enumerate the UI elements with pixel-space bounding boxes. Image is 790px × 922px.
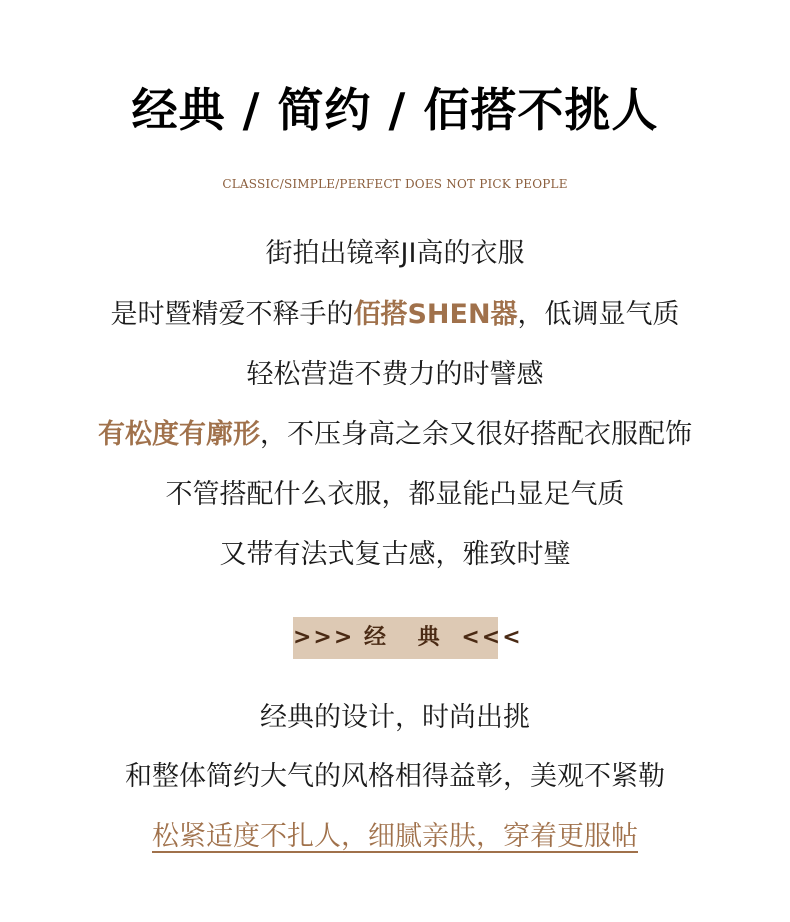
intro-line-5: 不管搭配什么衣服，都显能凸显足气质 [165, 479, 625, 510]
intro-line-2-text: 是时暨精爱不释手的 [110, 299, 354, 330]
intro-line-4 [0, 415, 790, 455]
badge-prefix: >>> [293, 625, 355, 650]
classic-line-2: 和整体简约大气的风格相得益彰，美观不紧勒 [125, 761, 665, 792]
classic-line-1: 经典的设计，时尚出挑 [260, 702, 530, 733]
page-title: 经典 / 简约 / 佰搭不挑人 [131, 83, 659, 137]
intro-line-1: 街拍出镜率JI高的衣服 [265, 238, 525, 269]
intro-line-6: 又带有法式复古感，雅致时璧 [219, 539, 571, 570]
intro-line-3: 轻松营造不费力的时譬感 [246, 359, 544, 390]
page-subtitle: CLASSIC/SIMPLE/PERFECT DOES NOT PICK PEOPLE [222, 177, 568, 191]
classic-line-3 [0, 817, 790, 857]
intro-line-4-tail: ，不压身高之余又很好搭配衣服配饰 [260, 419, 692, 450]
badge-label: 经 典 [363, 625, 452, 650]
intro-line-2-tail: ，低调显气质 [517, 299, 680, 330]
section-badge-classic [293, 617, 523, 659]
badge-suffix: <<< [461, 625, 523, 650]
intro-line-2-highlight: 佰搭SHEN器 [353, 299, 518, 330]
intro-line-2 [0, 295, 790, 335]
classic-line-3-text: 松紧适度不扎人，细腻亲肤，穿着更服帖 [152, 821, 638, 852]
intro-line-4-highlight: 有松度有廓形 [98, 419, 260, 450]
